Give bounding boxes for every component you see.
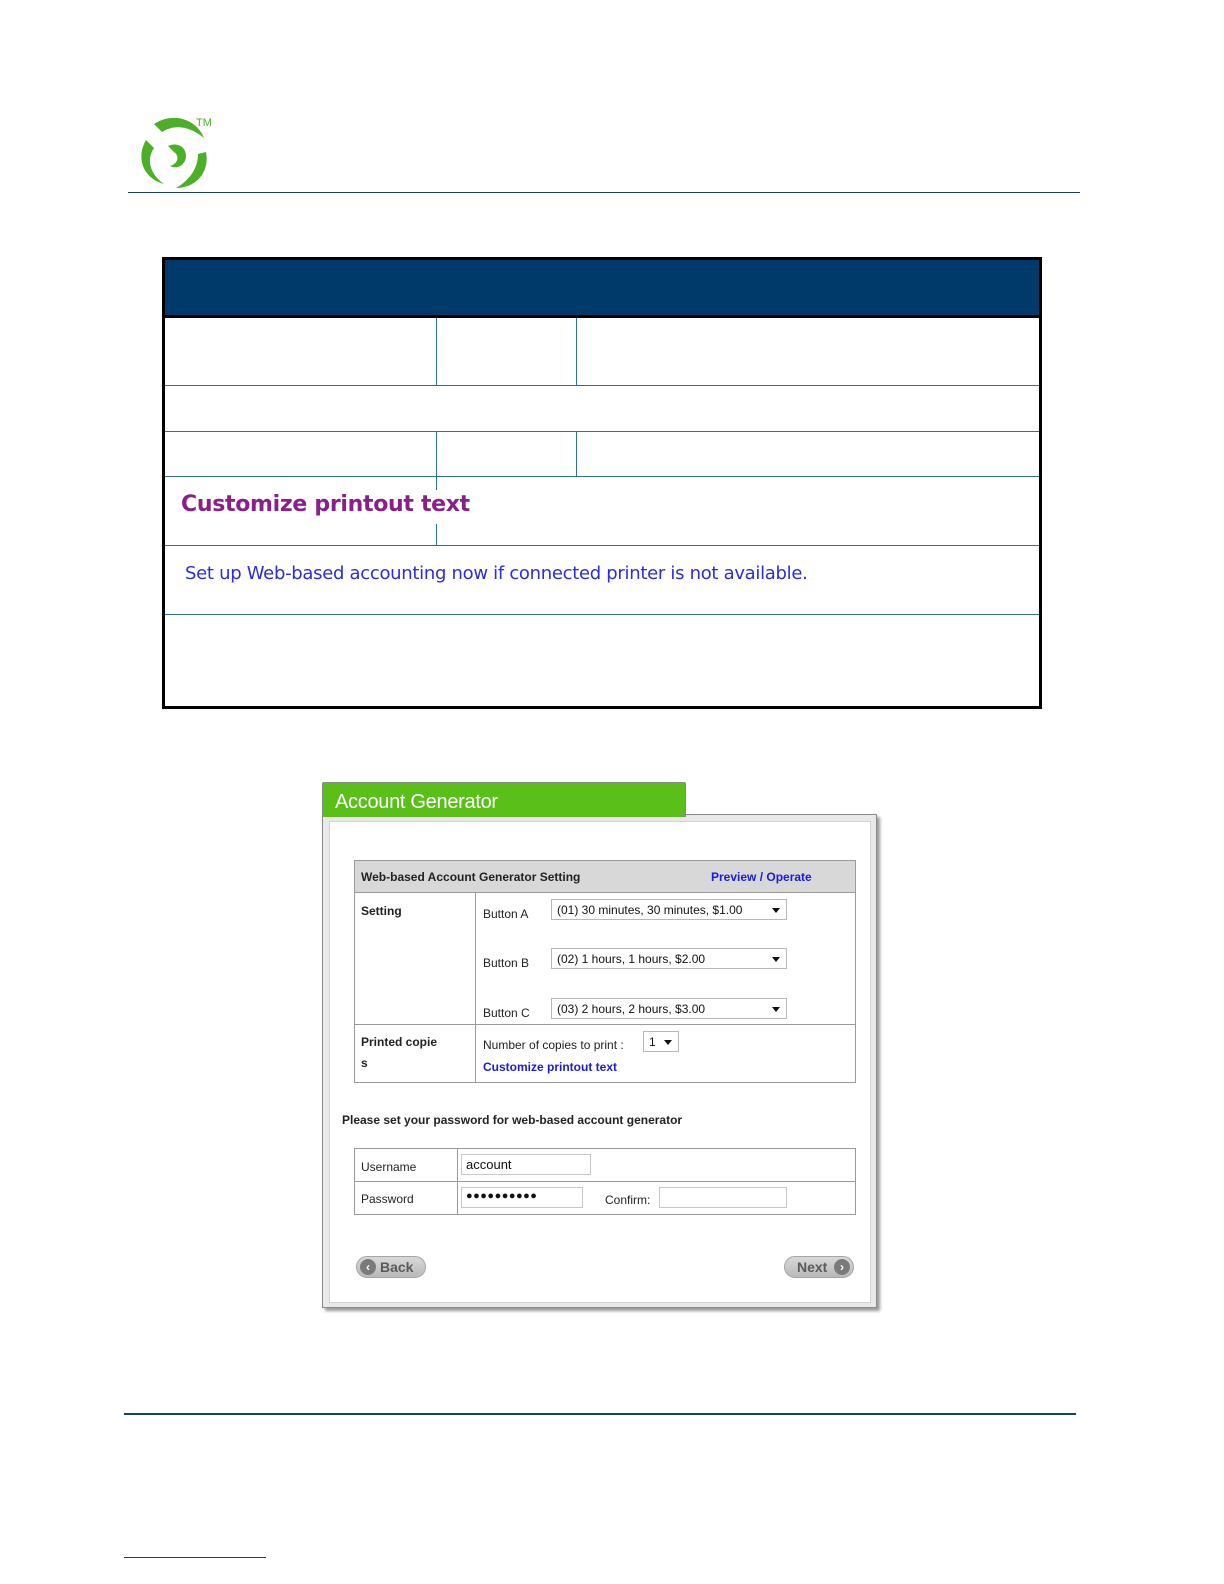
next-button-label: Next <box>797 1259 828 1275</box>
row-divider <box>165 431 1039 432</box>
preview-operate-link[interactable]: Preview / Operate <box>711 870 812 884</box>
table-header-bar <box>165 260 1039 318</box>
column-divider <box>576 431 577 476</box>
chevron-down-icon <box>772 1007 780 1012</box>
panel-content <box>329 821 871 1303</box>
customize-printout-text-label: Customize printout text <box>181 492 470 517</box>
button-b-select-value: (02) 1 hours, 1 hours, $2.00 <box>557 952 706 966</box>
button-c-select-value: (03) 2 hours, 2 hours, $3.00 <box>557 1002 706 1016</box>
row-divider <box>355 1024 855 1025</box>
back-button[interactable] <box>356 1256 426 1278</box>
account-generator-setting-table <box>354 860 856 1083</box>
password-label: Password <box>361 1192 414 1206</box>
customize-printout-link[interactable]: Customize printout text <box>483 1060 617 1074</box>
password-input[interactable]: ●●●●●●●●●● <box>461 1187 583 1208</box>
footnote-rule <box>124 1557 266 1558</box>
confirm-label: Confirm: <box>605 1193 651 1207</box>
column-divider <box>436 318 437 385</box>
username-input[interactable]: account <box>461 1154 591 1175</box>
password-table <box>354 1148 856 1215</box>
printed-copies-label: Printed copie <box>361 1035 438 1049</box>
account-generator-panel <box>322 782 878 1310</box>
column-divider <box>475 893 476 1082</box>
setting-table-header <box>355 861 855 893</box>
password-instructions: Please set your password for web-based account generator <box>342 1113 683 1127</box>
copies-count-label: Number of copies to print : <box>483 1038 624 1052</box>
username-label: Username <box>361 1160 417 1174</box>
panel-frame <box>322 814 877 1308</box>
setting-table-title: Web-based Account Generator Setting <box>361 870 581 884</box>
next-button[interactable] <box>784 1256 854 1278</box>
row-divider <box>355 1181 855 1182</box>
column-divider <box>436 476 437 490</box>
printed-copies-label-wrap: s <box>361 1056 368 1070</box>
account-generator-title: Account Generator <box>335 791 498 813</box>
description-table <box>162 257 1042 709</box>
confirm-password-input[interactable] <box>659 1187 787 1208</box>
copies-select-value: 1 <box>649 1035 656 1049</box>
column-divider <box>436 431 437 476</box>
chevron-down-icon <box>772 957 780 962</box>
trademark-symbol: TM <box>196 117 212 129</box>
column-divider <box>436 524 437 545</box>
button-b-select[interactable] <box>551 948 787 969</box>
button-c-label: Button C <box>483 1006 530 1020</box>
footer-rule <box>124 1413 1076 1415</box>
row-divider <box>165 545 1039 546</box>
button-a-label: Button A <box>483 907 529 921</box>
setting-label: Setting <box>361 904 402 918</box>
back-button-label: Back <box>380 1259 414 1275</box>
header-rule <box>128 192 1080 193</box>
chevron-down-icon <box>772 908 780 913</box>
copies-select[interactable] <box>643 1031 679 1052</box>
web-accounting-label: Set up Web-based accounting now if connected printer is not available. <box>185 563 808 584</box>
back-arrow-icon: ‹ <box>360 1259 376 1275</box>
button-a-select[interactable] <box>551 899 787 920</box>
button-c-select[interactable] <box>551 998 787 1019</box>
chevron-down-icon <box>664 1040 672 1045</box>
button-a-select-value: (01) 30 minutes, 30 minutes, $1.00 <box>557 903 743 917</box>
next-arrow-icon: › <box>834 1259 850 1275</box>
panel-frame-edge <box>682 814 876 815</box>
row-divider <box>165 476 1039 477</box>
button-b-label: Button B <box>483 956 530 970</box>
account-generator-tab[interactable] <box>322 782 686 817</box>
column-divider <box>576 318 577 385</box>
row-divider <box>165 614 1039 615</box>
row-divider <box>165 385 1039 386</box>
